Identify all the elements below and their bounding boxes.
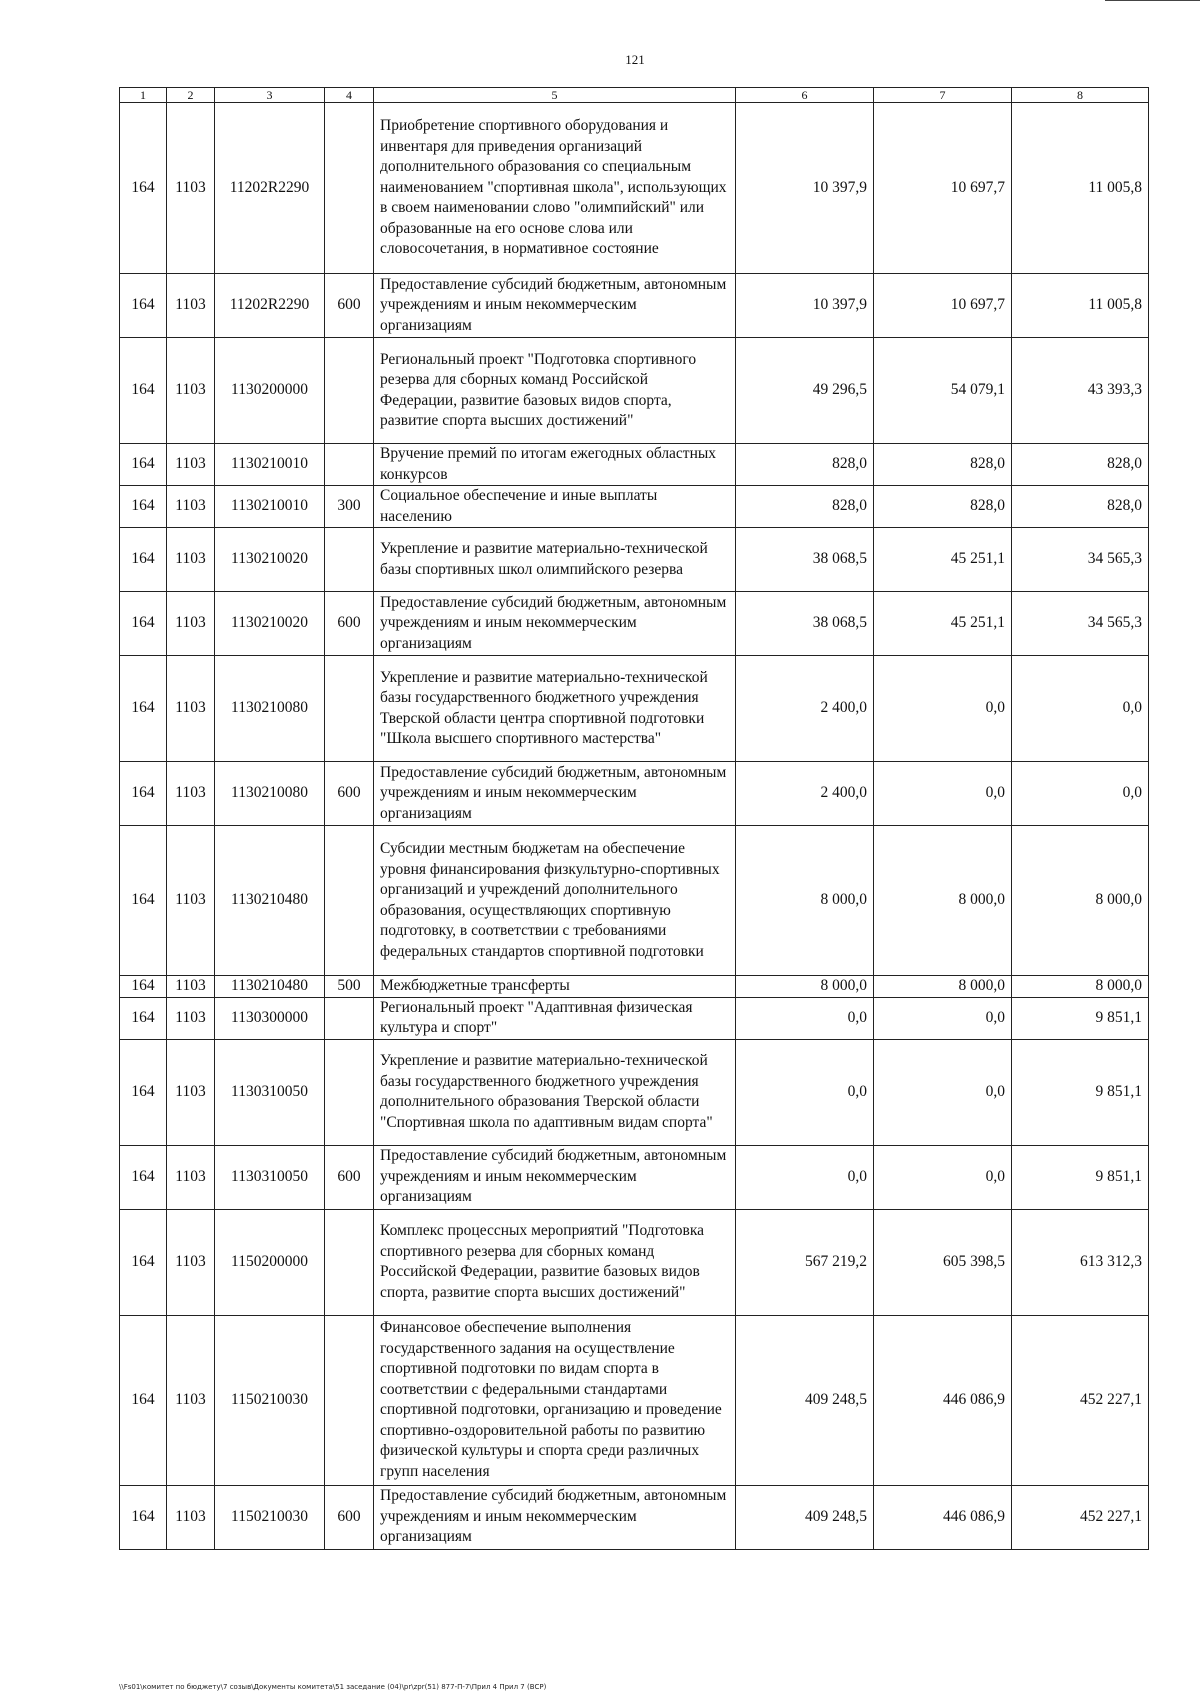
cell-amount-col6: 10 397,9: [736, 274, 874, 338]
cell-amount-col7: 0,0: [874, 656, 1012, 762]
cell-amount-col6: 0,0: [736, 997, 874, 1039]
cell-amount-col6: 567 219,2: [736, 1209, 874, 1315]
cell-section-code: 1103: [167, 1209, 215, 1315]
page-number: 121: [625, 52, 645, 67]
table-row: [120, 103, 1149, 274]
cell-amount-col6: 49 296,5: [736, 338, 874, 444]
cell-target-article: 1150200000: [215, 1209, 325, 1315]
cell-description: Предоставление субсидий бюджетным, автономным учреждениям и иным некоммерческим организациям: [374, 762, 736, 826]
corner-mark: [1105, 0, 1200, 1]
cell-admin-code: 164: [120, 1485, 167, 1549]
cell-admin-code: 164: [120, 444, 167, 486]
cell-amount-col6: 0,0: [736, 1145, 874, 1209]
table-row: [120, 1209, 1149, 1315]
cell-admin-code: 164: [120, 826, 167, 976]
cell-amount-col6: 38 068,5: [736, 592, 874, 656]
cell-amount-col7: 0,0: [874, 1039, 1012, 1145]
cell-amount-col6: 8 000,0: [736, 826, 874, 976]
cell-expense-type: 300: [325, 486, 374, 528]
cell-description: Приобретение спортивного оборудования и инвентаря для приведения организаций дополнительного образования со специальным наименованием "спортивная школа", использующих в своем наименовании слово "олимпийский" или образованные на его основе слова или словосочетания, в нормативное состояние: [374, 103, 736, 274]
cell-section-code: 1103: [167, 486, 215, 528]
cell-target-article: 1130200000: [215, 338, 325, 444]
cell-section-code: 1103: [167, 592, 215, 656]
cell-description: Субсидии местным бюджетам на обеспечение уровня финансирования физкультурно-спортивных организаций и учреждений дополнительного образования, осуществляющих спортивную подготовку, в соответствии с требованиями федеральных стандартов спортивной подготовки: [374, 826, 736, 976]
cell-amount-col7: 54 079,1: [874, 338, 1012, 444]
cell-admin-code: 164: [120, 592, 167, 656]
cell-amount-col7: 828,0: [874, 486, 1012, 528]
cell-admin-code: 164: [120, 976, 167, 998]
header-col-4: 4: [325, 88, 374, 103]
cell-admin-code: 164: [120, 1039, 167, 1145]
cell-expense-type: 600: [325, 1485, 374, 1549]
cell-amount-col7: 45 251,1: [874, 592, 1012, 656]
cell-amount-col6: 409 248,5: [736, 1485, 874, 1549]
cell-section-code: 1103: [167, 762, 215, 826]
cell-target-article: 1130210010: [215, 444, 325, 486]
cell-amount-col6: 2 400,0: [736, 656, 874, 762]
cell-target-article: 1130210080: [215, 656, 325, 762]
cell-description: Комплекс процессных мероприятий "Подготовка спортивного резерва для сборных команд Российской Федерации, развитие базовых видов спорта, развитие спорта высших достижений": [374, 1209, 736, 1315]
cell-amount-col7: 45 251,1: [874, 528, 1012, 592]
cell-amount-col6: 10 397,9: [736, 103, 874, 274]
cell-expense-type: 500: [325, 976, 374, 998]
cell-amount-col8: 613 312,3: [1012, 1209, 1149, 1315]
cell-amount-col7: 10 697,7: [874, 274, 1012, 338]
table-row: [120, 1145, 1149, 1209]
cell-amount-col8: 828,0: [1012, 486, 1149, 528]
cell-target-article: 1150210030: [215, 1315, 325, 1485]
cell-amount-col6: 38 068,5: [736, 528, 874, 592]
table-row: [120, 592, 1149, 656]
file-path-footer: \\Fs01\комитет по бюджету\7 созыв\Документы комитета\51 заседание (04)\pr\zpr(51) 877-П-7\Прил 4 Прил 7 (ВСР): [119, 1683, 547, 1691]
cell-amount-col8: 9 851,1: [1012, 1145, 1149, 1209]
cell-description: Социальное обеспечение и иные выплаты населению: [374, 486, 736, 528]
cell-amount-col8: 8 000,0: [1012, 826, 1149, 976]
cell-amount-col7: 0,0: [874, 762, 1012, 826]
cell-expense-type: [325, 997, 374, 1039]
cell-target-article: 1130210010: [215, 486, 325, 528]
cell-amount-col8: 34 565,3: [1012, 528, 1149, 592]
cell-amount-col8: 11 005,8: [1012, 274, 1149, 338]
cell-expense-type: [325, 1315, 374, 1485]
header-col-7: 7: [874, 88, 1012, 103]
cell-section-code: 1103: [167, 1315, 215, 1485]
table-row: [120, 486, 1149, 528]
cell-amount-col7: 605 398,5: [874, 1209, 1012, 1315]
cell-admin-code: 164: [120, 274, 167, 338]
table-body: [120, 103, 1149, 1550]
cell-admin-code: 164: [120, 656, 167, 762]
cell-amount-col8: 8 000,0: [1012, 976, 1149, 998]
cell-admin-code: 164: [120, 1145, 167, 1209]
table-row: [120, 1485, 1149, 1549]
cell-target-article: 1130210020: [215, 592, 325, 656]
cell-admin-code: 164: [120, 338, 167, 444]
cell-amount-col7: 8 000,0: [874, 976, 1012, 998]
cell-section-code: 1103: [167, 274, 215, 338]
table-row: [120, 338, 1149, 444]
cell-target-article: 11202R2290: [215, 274, 325, 338]
cell-expense-type: [325, 1039, 374, 1145]
cell-amount-col7: 0,0: [874, 997, 1012, 1039]
cell-admin-code: 164: [120, 103, 167, 274]
cell-amount-col6: 409 248,5: [736, 1315, 874, 1485]
cell-target-article: 1130310050: [215, 1039, 325, 1145]
cell-description: Предоставление субсидий бюджетным, автономным учреждениям и иным некоммерческим организациям: [374, 592, 736, 656]
cell-description: Укрепление и развитие материально-технической базы спортивных школ олимпийского резерва: [374, 528, 736, 592]
cell-amount-col6: 8 000,0: [736, 976, 874, 998]
cell-description: Предоставление субсидий бюджетным, автономным учреждениям и иным некоммерческим организациям: [374, 1145, 736, 1209]
cell-amount-col8: 452 227,1: [1012, 1485, 1149, 1549]
cell-expense-type: [325, 103, 374, 274]
table-row: [120, 274, 1149, 338]
cell-admin-code: 164: [120, 997, 167, 1039]
table-row: [120, 1315, 1149, 1485]
cell-admin-code: 164: [120, 1315, 167, 1485]
cell-amount-col8: 828,0: [1012, 444, 1149, 486]
header-col-3: 3: [215, 88, 325, 103]
cell-admin-code: 164: [120, 486, 167, 528]
cell-section-code: 1103: [167, 826, 215, 976]
cell-description: Финансовое обеспечение выполнения государственного задания на осуществление спортивной подготовки по видам спорта в соответствии с федеральными стандартами спортивной подготовки, организацию и проведение спортивно-оздоровительной работы по развитию физической культуры и спорта среди различных групп населения: [374, 1315, 736, 1485]
cell-amount-col8: 34 565,3: [1012, 592, 1149, 656]
header-col-5: 5: [374, 88, 736, 103]
budget-table: [119, 87, 1149, 1550]
cell-amount-col7: 446 086,9: [874, 1485, 1012, 1549]
cell-expense-type: 600: [325, 274, 374, 338]
cell-section-code: 1103: [167, 528, 215, 592]
cell-section-code: 1103: [167, 444, 215, 486]
cell-section-code: 1103: [167, 1145, 215, 1209]
header-row: [120, 88, 1149, 103]
cell-admin-code: 164: [120, 762, 167, 826]
cell-section-code: 1103: [167, 656, 215, 762]
cell-amount-col7: 8 000,0: [874, 826, 1012, 976]
cell-amount-col7: 828,0: [874, 444, 1012, 486]
table-row: [120, 444, 1149, 486]
cell-section-code: 1103: [167, 976, 215, 998]
cell-admin-code: 164: [120, 528, 167, 592]
cell-amount-col7: 10 697,7: [874, 103, 1012, 274]
cell-target-article: 1130210080: [215, 762, 325, 826]
cell-admin-code: 164: [120, 1209, 167, 1315]
table-row: [120, 762, 1149, 826]
cell-amount-col8: 0,0: [1012, 656, 1149, 762]
cell-amount-col8: 9 851,1: [1012, 997, 1149, 1039]
cell-expense-type: 600: [325, 762, 374, 826]
cell-amount-col8: 11 005,8: [1012, 103, 1149, 274]
cell-expense-type: [325, 444, 374, 486]
cell-section-code: 1103: [167, 338, 215, 444]
cell-expense-type: [325, 826, 374, 976]
cell-section-code: 1103: [167, 1039, 215, 1145]
cell-target-article: 1130210020: [215, 528, 325, 592]
table-row: [120, 528, 1149, 592]
cell-section-code: 1103: [167, 997, 215, 1039]
cell-expense-type: [325, 338, 374, 444]
table-row: [120, 826, 1149, 976]
cell-target-article: 1130210480: [215, 826, 325, 976]
table-row: [120, 1039, 1149, 1145]
header-col-6: 6: [736, 88, 874, 103]
cell-description: Предоставление субсидий бюджетным, автономным учреждениям и иным некоммерческим организациям: [374, 274, 736, 338]
cell-target-article: 1150210030: [215, 1485, 325, 1549]
cell-target-article: 11202R2290: [215, 103, 325, 274]
table-row: [120, 976, 1149, 998]
header-col-2: 2: [167, 88, 215, 103]
cell-amount-col8: 452 227,1: [1012, 1315, 1149, 1485]
cell-description: Региональный проект "Адаптивная физическая культура и спорт": [374, 997, 736, 1039]
cell-target-article: 1130300000: [215, 997, 325, 1039]
cell-amount-col6: 2 400,0: [736, 762, 874, 826]
cell-description: Укрепление и развитие материально-технической базы государственного бюджетного учреждения Тверской области центра спортивной подготовки "Школа высшего спортивного мастерства": [374, 656, 736, 762]
cell-expense-type: 600: [325, 1145, 374, 1209]
cell-amount-col6: 828,0: [736, 444, 874, 486]
cell-amount-col7: 446 086,9: [874, 1315, 1012, 1485]
cell-description: Укрепление и развитие материально-технической базы государственного бюджетного учреждения дополнительного образования Тверской области "Спортивная школа по адаптивным видам спорта": [374, 1039, 736, 1145]
cell-target-article: 1130210480: [215, 976, 325, 998]
cell-description: Межбюджетные трансферты: [374, 976, 736, 998]
cell-description: Региональный проект "Подготовка спортивного резерва для сборных команд Российской Федерации, развитие базовых видов спорта, развитие спорта высших достижений": [374, 338, 736, 444]
cell-section-code: 1103: [167, 1485, 215, 1549]
cell-amount-col6: 828,0: [736, 486, 874, 528]
cell-expense-type: [325, 656, 374, 762]
cell-target-article: 1130310050: [215, 1145, 325, 1209]
cell-expense-type: [325, 1209, 374, 1315]
cell-amount-col7: 0,0: [874, 1145, 1012, 1209]
cell-amount-col6: 0,0: [736, 1039, 874, 1145]
cell-section-code: 1103: [167, 103, 215, 274]
cell-amount-col8: 9 851,1: [1012, 1039, 1149, 1145]
cell-expense-type: 600: [325, 592, 374, 656]
table-row: [120, 656, 1149, 762]
cell-description: Вручение премий по итогам ежегодных областных конкурсов: [374, 444, 736, 486]
cell-amount-col8: 0,0: [1012, 762, 1149, 826]
header-col-1: 1: [120, 88, 167, 103]
cell-expense-type: [325, 528, 374, 592]
header-col-8: 8: [1012, 88, 1149, 103]
cell-amount-col8: 43 393,3: [1012, 338, 1149, 444]
table-row: [120, 997, 1149, 1039]
cell-description: Предоставление субсидий бюджетным, автономным учреждениям и иным некоммерческим организациям: [374, 1485, 736, 1549]
